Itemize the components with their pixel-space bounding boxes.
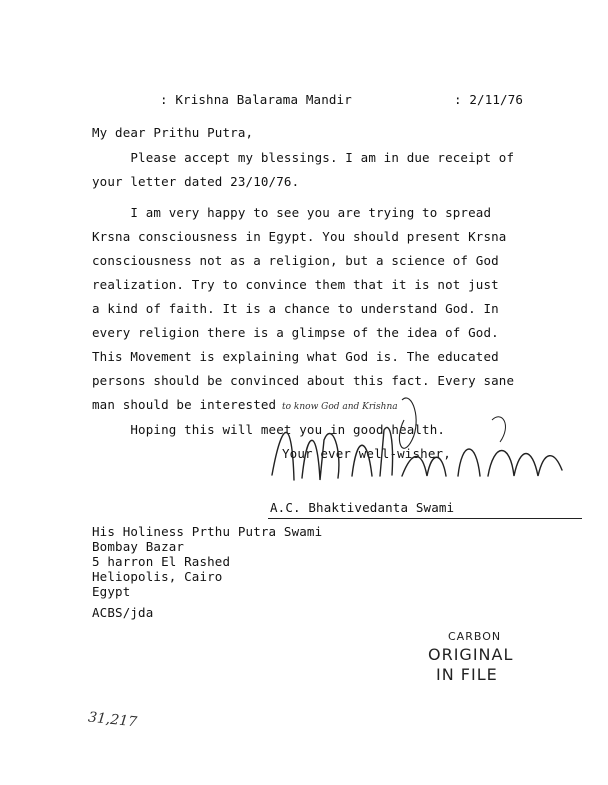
page-number-mark: 31,217 <box>87 709 138 731</box>
paragraph-2-line-8: persons should be convinced about this fact. Every sane <box>92 373 515 388</box>
paragraph-2-line-2: Krsna consciousness in Egypt. You should present Krsna <box>92 229 507 244</box>
paragraph-2-line-5: a kind of faith. It is a chance to understand God. In <box>92 301 499 316</box>
paragraph-2-line-3: consciousness not as a religion, but a science of God <box>92 253 499 268</box>
recipient-line-2: Bombay Bazar <box>92 539 185 554</box>
recipient-line-3: 5 harron El Rashed <box>92 554 231 569</box>
header-date: : 2/11/76 <box>454 92 524 107</box>
paragraph-2-line-7: This Movement is explaining what God is. The educated <box>92 349 499 364</box>
paragraph-1-line-2: your letter dated 23/10/76. <box>92 174 300 189</box>
stamp-original: ORIGINAL <box>428 645 514 664</box>
paragraph-2-line-9: man should be interested <box>92 397 277 412</box>
stamp-in-file: IN FILE <box>436 665 498 684</box>
reference-initials: ACBS/jda <box>92 605 154 620</box>
paragraph-2-line-4: realization. Try to convince them that it is not just <box>92 277 499 292</box>
header-location: : Krishna Balarama Mandir <box>160 92 352 107</box>
recipient-line-1: His Holiness Prthu Putra Swami <box>92 524 323 539</box>
closing-line: Hoping this will meet you in good health. <box>92 422 446 437</box>
salutation: My dear Prithu Putra, <box>92 125 254 140</box>
typed-signature: A.C. Bhaktivedanta Swami <box>270 500 455 515</box>
signature-rule <box>268 518 582 519</box>
recipient-line-5: Egypt <box>92 584 131 599</box>
handwritten-signature <box>262 380 582 520</box>
recipient-line-4: Heliopolis, Cairo <box>92 569 223 584</box>
paragraph-2-line-6: every religion there is a glimpse of the idea of God. <box>92 325 499 340</box>
paragraph-2-line-1: I am very happy to see you are trying to spread <box>92 205 492 220</box>
valediction: Your ever well-wisher, <box>282 446 451 461</box>
stamp-carbon: CARBON <box>448 630 502 643</box>
handwritten-insert: to know God and Krishna <box>282 402 398 412</box>
paragraph-1-line-1: Please accept my blessings. I am in due receipt of <box>92 150 515 165</box>
